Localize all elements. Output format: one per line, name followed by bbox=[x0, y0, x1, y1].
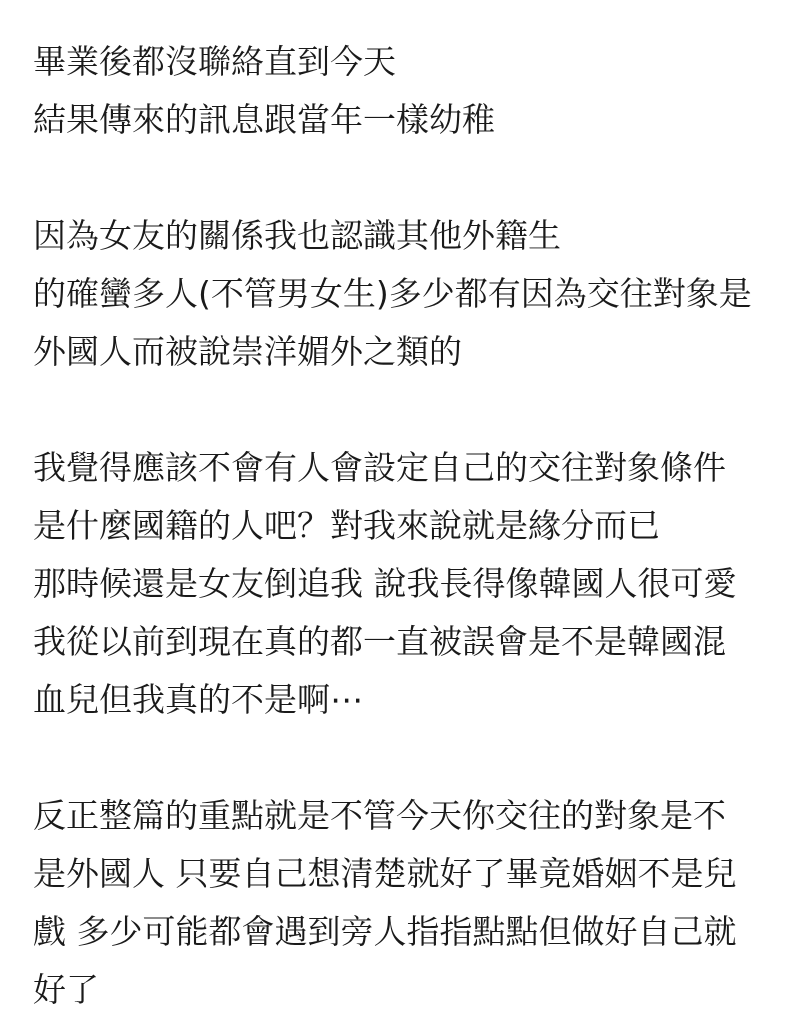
paragraph-spacer bbox=[33, 381, 773, 439]
paragraph bbox=[33, 33, 773, 149]
paragraph bbox=[33, 207, 773, 381]
text-line: 我從以前到現在真的都一直被誤會是不是韓國混 bbox=[33, 622, 726, 661]
text-line: 的確蠻多人(不管男女生)多少都有因為交往對象是 bbox=[33, 274, 752, 313]
text-line: 是什麼國籍的人吧？對我來說就是緣分而已 bbox=[33, 506, 660, 545]
text-line: 那時候還是女友倒追我 說我長得像韓國人很可愛 bbox=[33, 564, 737, 603]
text-line: 外國人而被說崇洋媚外之類的 bbox=[33, 332, 462, 371]
paragraph bbox=[33, 787, 773, 1019]
text-line: 戲 多少可能都會遇到旁人指指點點但做好自己就 bbox=[33, 912, 737, 951]
text-line: 血兒但我真的不是啊⋯ bbox=[33, 680, 363, 719]
text-line: 我覺得應該不會有人會設定自己的交往對象條件 bbox=[33, 448, 726, 487]
paragraph bbox=[33, 439, 773, 729]
text-line: 畢業後都沒聯絡直到今天 bbox=[33, 42, 396, 81]
text-line: 反正整篇的重點就是不管今天你交往的對象是不 bbox=[33, 796, 726, 835]
text-line: 是外國人 只要自己想清楚就好了畢竟婚姻不是兒 bbox=[33, 854, 737, 893]
text-line: 結果傳來的訊息跟當年一樣幼稚 bbox=[33, 100, 495, 139]
paragraph-spacer bbox=[33, 729, 773, 787]
text-line: 因為女友的關係我也認識其他外籍生 bbox=[33, 216, 561, 255]
text-line: 好了 bbox=[33, 970, 99, 1009]
post-body bbox=[33, 33, 773, 1019]
paragraph-spacer bbox=[33, 149, 773, 207]
